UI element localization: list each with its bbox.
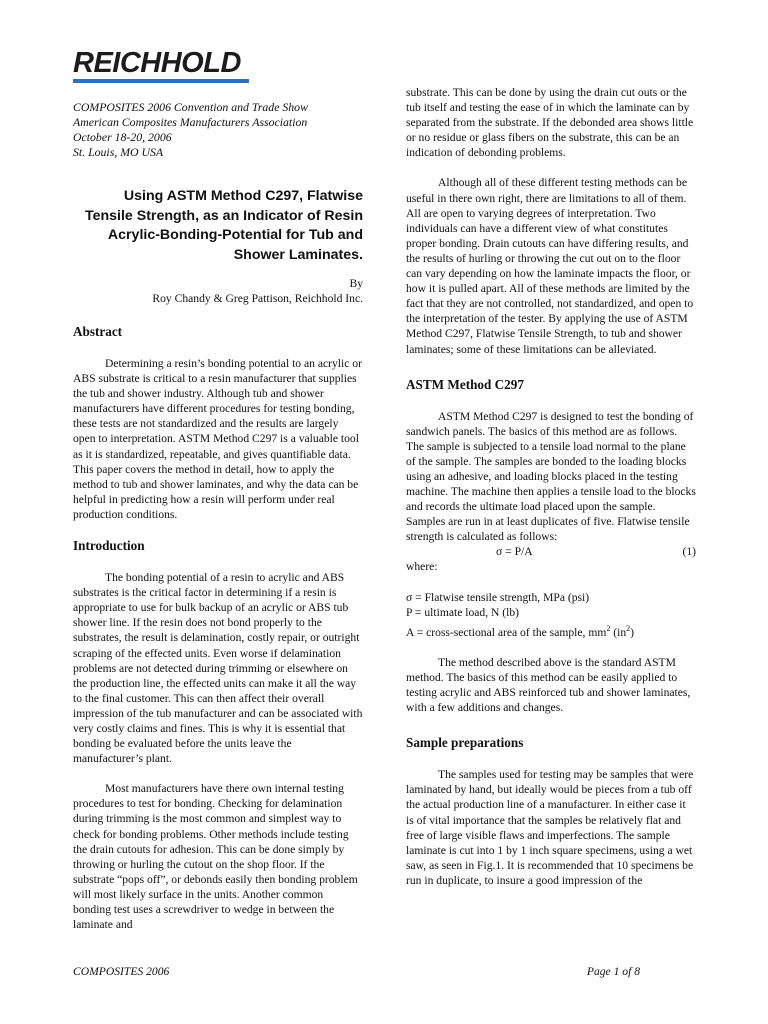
logo-text: REICHHOLD (73, 47, 241, 79)
byline-authors: Roy Chandy & Greg Pattison, Reichhold Inc. (152, 292, 363, 305)
abstract-heading: Abstract (73, 324, 123, 339)
page-number: Page 1 of 8 (586, 965, 640, 978)
definition-a: A = cross-sectional area of the sample, $mm^2$ $(in^2)$ (406, 623, 635, 639)
sample-heading: Sample preparations (406, 735, 524, 751)
paper-title: Using ASTM Method C297, Flatwise Tensile Strength, as an Indicator of Resin Acrylic-Bonding-Potential for Tub and Shower Laminates. (84, 188, 363, 263)
introduction-paragraph-2: Most manufacturers have there own internal testing procedures to test for bonding. Checking for delamination during trimming is the most common and simplest way to check for bonding problems. Other methods include testing the drain cutouts for adhesion. This can be done simply by throwing or hurling the cutout on the shop floor. If the substrate “pops off”, or debonds easily then bonding problem will most likely surface in the units. Another common bonding test uses a screwdriver to wedge in between the laminate and (73, 782, 358, 932)
formula-number: (1) (682, 545, 696, 559)
astm-paragraph-2: The method described above is the standard ASTM method. The basics of this method can be easily applied to testing acrylic and ABS reinforced tub and shower laminates, with a few additions and changes. (406, 655, 691, 715)
astm-heading: ASTM Method C297 (406, 376, 524, 392)
formula-line (406, 544, 696, 559)
introduction-paragraph-1: The bonding potential of a resin to acrylic and ABS substrates is the critical factor in determining if a resin is appropriate to use for bulk backup of an acrylic or ABS tub shower line. If the resin does not bond properly to the substrates, the result is delamination, costly repair, or outright scraping of the effected units. Even worse if delamination problems are not detected during trimming or elsewhere on the production line, the effected units can make it all the way to the final customer. This can then affect their overall impression of the tub manufacturer and can be associated with very costly claims and fines. This is why it is essential that bonding be evaluated before the units leave the manufacturer’s plant. (73, 571, 363, 766)
footer-left: COMPOSITES 2006 (73, 965, 170, 978)
left-column (73, 100, 363, 932)
reichhold-logo (73, 48, 251, 83)
byline (73, 276, 363, 306)
conference-line-4: St. Louis, MO USA (73, 145, 164, 159)
logo-underline (73, 79, 249, 83)
formula: σ = P/A (496, 545, 533, 559)
conference-line-3: October 18-20, 2006 (73, 130, 172, 144)
where-label: where: (406, 560, 438, 574)
definition-sigma: σ = Flatwise tensile strength, MPa (psi) (406, 590, 590, 604)
conference-line-2: American Composites Manufacturers Association (73, 115, 308, 129)
byline-by: By (349, 277, 363, 290)
continued-paragraph: substrate. This can be done by using the drain cut outs or the tub itself and testing the ease of in which the laminate can by separated from the substrate. If the debonded area shows little or no residue or glass fibers on the substrate, this can be an indication of debonding problems. (406, 86, 694, 160)
right-column (406, 85, 696, 888)
definition-p: P = ultimate load, N (lb) (406, 606, 520, 620)
conference-info (73, 100, 363, 160)
abstract-text: Determining a resin’s bonding potential to an acrylic or ABS substrate is critical to a resin manufacturer that supplies the tub and shower industry. Although tub and shower manufacturers have different procedures for testing bonding, these tests are not standardized and the results are largely open to interpretation. ASTM Method C297 is a valuable tool as it is standardized, repeatable, and gives quantifiable data. This paper covers the method in detail, how to apply the method to tub and shower laminates, and why the data can be helpful in predicting how a resin will perform under real production conditions. (73, 357, 362, 521)
definitions (406, 590, 696, 640)
limitations-paragraph: Although all of these different testing methods can be useful in there own right, there are limitations to all of them. All are open to varying degrees of interpretation. Two individuals can have a different view of what constitutes proper bonding. Drain cutouts can have differing results, and the results of hurling or throwing the cut out on to the floor can vary depending on how the laminate impacts the floor, or how it is pulled apart. All of these methods are limited by the fact that they are not controlled, not standardized, and open to the interpretation of the tester. By applying the use of ASTM Method C297, Flatwise Tensile Strength, to tub and shower laminates; some of these limitations can be alleviated. (406, 176, 694, 356)
astm-paragraph-1: ASTM Method C297 is designed to test the bonding of sandwich panels. The basics of this method are as follows. The sample is subjected to a tensile load normal to the plane of the sample. The samples are bonded to the loading blocks using an adhesive, and loading blocks placed in the testing machine. The machine then applies a tensile load to the blocks and records the ultimate load placed upon the sample. Samples are run in at least duplicates of five. Flatwise tensile strength is calculated as follows: (406, 409, 696, 544)
introduction-heading: Introduction (73, 538, 145, 554)
sample-paragraph-1: The samples used for testing may be samples that were laminated by hand, but ideally would be pieces from a tub off the actual production line of a manufacturer. In either case it is of vital importance that the samples be relatively flat and free of large visible flaws and imperfections. The sample laminate is cut into 1 by 1 inch square specimens, using a wet saw, as seen in Fig.1. It is recommended that 10 specimens be run in duplicate, to insure a good impression of the (406, 768, 694, 887)
conference-line-1: COMPOSITES 2006 Convention and Trade Show (73, 100, 308, 114)
